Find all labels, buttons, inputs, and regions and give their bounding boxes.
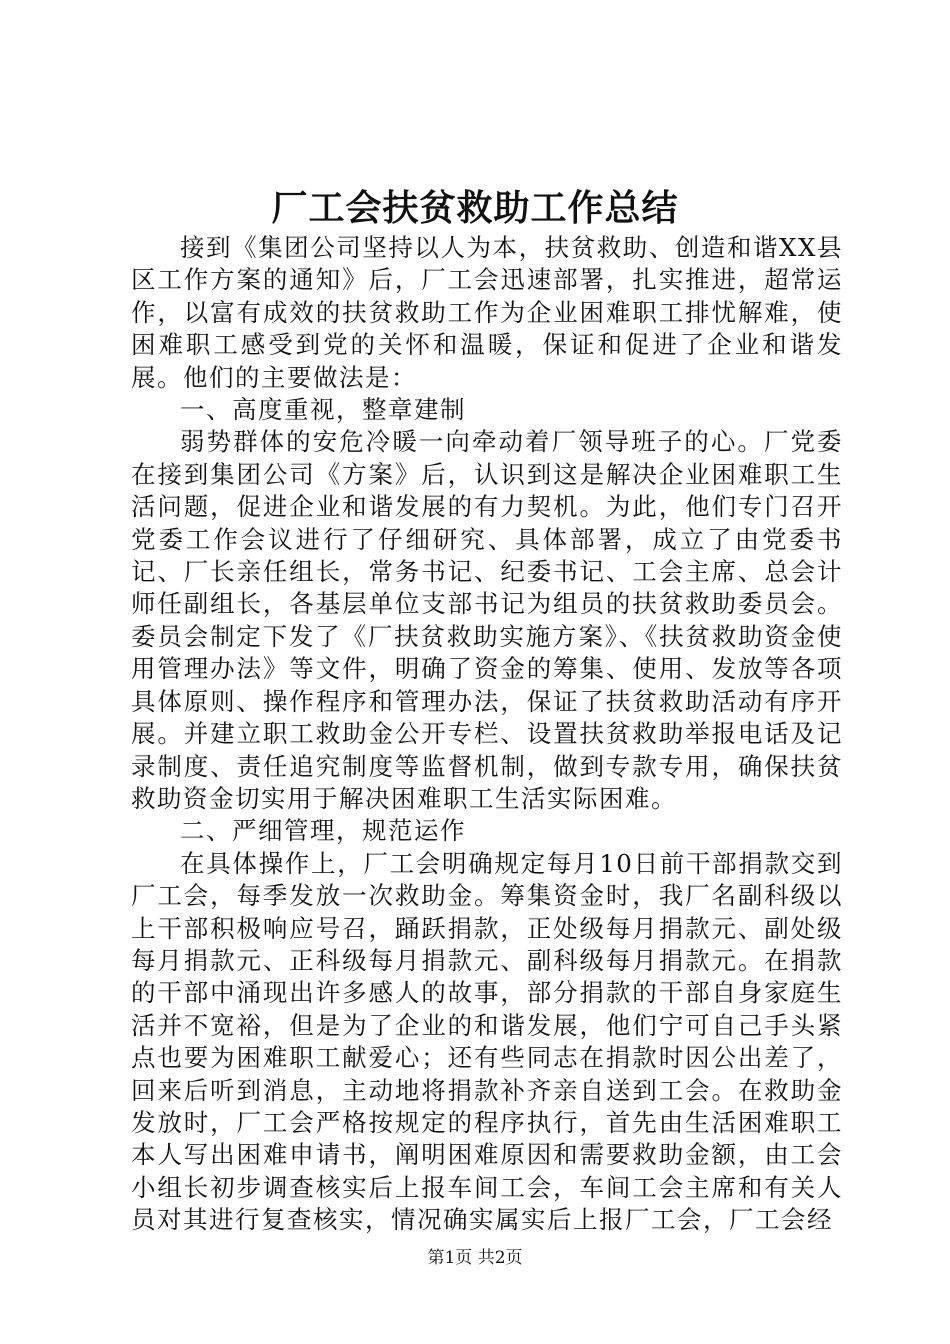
document-body — [131, 232, 843, 1237]
paragraph-section-1: 弱势群体的安危冷暖一向牵动着厂领导班子的心。厂党委在接到集团公司《方案》后，认识到这是解决企业困难职工生活问题，促进企业和谐发展的有力契机。为此，他们专门召开党委工作会议进行了仔细研究、具体部署，成立了由党委书记、厂长亲任组长，常务书记、纪委书记、工会主席、总会计师任副组长，各基层单位支部书记为组员的扶贫救助委员会。委员会制定下发了《厂扶贫救助实施方案》、《扶贫救助资金使用管理办法》等文件，明确了资金的筹集、使用、发放等各项具体原则、操作程序和管理办法，保证了扶贫救助活动有序开展。并建立职工救助金公开专栏、设置扶贫救助举报电话及记录制度、责任追究制度等监督机制，做到专款专用，确保扶贫救助资金切实用于解决困难职工生活实际困难。 — [131, 427, 843, 813]
paragraph-intro: 接到《集团公司坚持以人为本，扶贫救助、创造和谐XX县区工作方案的通知》后，厂工会迅速部署，扎实推进，超常运作，以富有成效的扶贫救助工作为企业困难职工排忧解难，使困难职工感受到党的关怀和温暖，保证和促进了企业和谐发展。他们的主要做法是： — [131, 233, 843, 392]
document-title: 厂工会扶贫救助工作总结 — [271, 187, 679, 229]
page-footer: 第1页 共2页 — [427, 1248, 523, 1268]
section-heading-2: 二、严细管理，规范运作 — [180, 816, 466, 846]
section-heading-1: 一、高度重视，整章建制 — [180, 395, 466, 425]
paragraph-section-2: 在具体操作上，厂工会明确规定每月10日前干部捐款交到厂工会，每季发放一次救助金。筹集资金时，我厂名副科级以上干部积极响应号召，踊跃捐款，正处级每月捐款元、副处级每月捐款元、正科级每月捐款元、副科级每月捐款元。在捐款的干部中涌现出许多感人的故事，部分捐款的干部自身家庭生活并不宽裕，但是为了企业的和谐发展，他们宁可自己手头紧点也要为困难职工献爱心；还有些同志在捐款时因公出差了，回来后听到消息，主动地将捐款补齐亲自送到工会。在救助金发放时，厂工会严格按规定的程序执行，首先由生活困难职工本人写出困难申请书，阐明困难原因和需要救助金额，由工会小组长初步调查核实后上报车间工会，车间工会主席和有关人员对其进行复查核实，情况确实属实后上报厂工会，厂工会经 — [131, 848, 843, 1235]
